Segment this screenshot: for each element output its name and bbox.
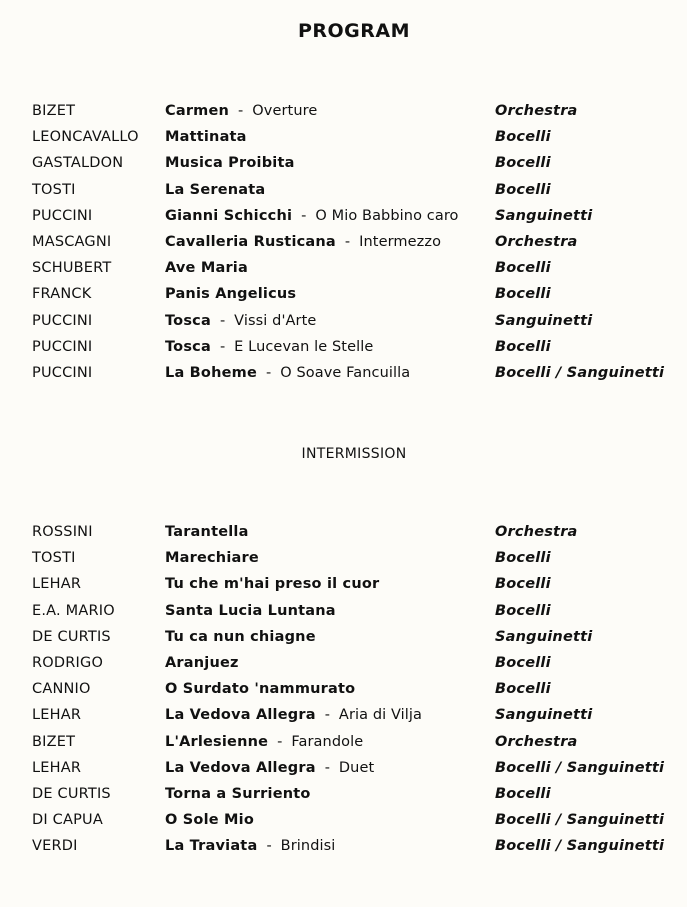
work [165, 155, 295, 171]
work [165, 655, 239, 671]
work-separator: - [324, 759, 330, 776]
composer-name: RODRIGO [32, 654, 104, 671]
program-row [0, 838, 687, 864]
work-subtitle: O Mio Babbino caro [315, 207, 459, 224]
work-subtitle: Overture [252, 103, 318, 119]
work-title: Tu ca nun chiagne [165, 628, 316, 645]
work-title: Tarantella [165, 524, 249, 540]
work-subtitle: Farandole [291, 733, 364, 750]
performer-name: Orchestra [495, 103, 578, 119]
work-title: Tu che m'hai preso il cuor [165, 576, 380, 593]
work-title: La Serenata [165, 181, 266, 198]
program-row [0, 550, 687, 576]
composer-name: TOSTI [32, 550, 76, 567]
performer-name: Bocelli [495, 129, 551, 146]
composer-name: DE CURTIS [32, 785, 111, 802]
work [165, 734, 363, 750]
work [165, 681, 355, 697]
work [165, 812, 254, 828]
work [165, 550, 259, 566]
work-separator: - [301, 207, 307, 224]
work [165, 524, 249, 540]
work [165, 286, 296, 302]
program-row [0, 576, 687, 602]
performer-name: Sanguinetti [495, 707, 593, 724]
performer-name: Sanguinetti [495, 312, 593, 329]
program-row [0, 812, 687, 838]
work-title: Panis Angelicus [165, 286, 297, 303]
work-subtitle: Brindisi [280, 838, 336, 855]
work-title: La Vedova Allegra [165, 759, 316, 776]
second-half-list [0, 524, 687, 864]
performer-name: Bocelli [495, 260, 551, 277]
composer-name: DE CURTIS [32, 628, 111, 645]
work-title: La Boheme [165, 364, 257, 381]
work-title: L'Arlesienne [165, 733, 269, 750]
program-row [0, 655, 687, 681]
composer-name: TOSTI [32, 181, 76, 198]
work [165, 365, 410, 381]
composer-name: LEHAR [32, 707, 82, 724]
program-row [0, 260, 687, 286]
work-title: Carmen [165, 103, 230, 119]
intermission-label: INTERMISSION [301, 446, 407, 462]
performer-name: Sanguinetti [495, 207, 593, 224]
composer-name: DI CAPUA [32, 812, 103, 829]
work-title: Aranjuez [165, 654, 239, 671]
work [165, 260, 248, 276]
work-separator: - [266, 364, 272, 381]
performer-name: Bocelli [495, 181, 551, 198]
work [165, 838, 335, 854]
work [165, 760, 374, 776]
work-title: La Traviata [165, 838, 258, 855]
performer-name: Bocelli / Sanguinetti [495, 364, 665, 381]
work [165, 339, 373, 355]
composer-name: CANNIO [32, 681, 91, 698]
composer-name: ROSSINI [32, 524, 93, 540]
composer-name: MASCAGNI [32, 233, 112, 250]
composer-name: PUCCINI [32, 207, 93, 224]
work [165, 629, 316, 645]
program-row [0, 681, 687, 707]
composer-name: BIZET [32, 733, 76, 750]
work [165, 182, 265, 198]
program-row [0, 313, 687, 339]
work-title: Santa Lucia Luntana [165, 602, 336, 619]
program-row [0, 103, 687, 129]
work [165, 707, 422, 723]
program-row [0, 182, 687, 208]
performer-name: Orchestra [495, 233, 578, 250]
composer-name: GASTALDON [32, 155, 124, 172]
performer-name: Bocelli [495, 286, 551, 303]
composer-name: FRANCK [32, 286, 92, 303]
work-subtitle: Aria di Vilja [338, 707, 423, 724]
program-row [0, 603, 687, 629]
performer-name: Sanguinetti [495, 628, 593, 645]
program-row [0, 155, 687, 181]
work [165, 103, 317, 119]
performer-name: Bocelli / Sanguinetti [495, 759, 665, 776]
work [165, 129, 247, 145]
program-row [0, 786, 687, 812]
program-row [0, 524, 687, 550]
work-title: Ave Maria [165, 260, 248, 277]
composer-name: BIZET [32, 103, 76, 119]
work-title: La Vedova Allegra [165, 707, 316, 724]
program-row [0, 734, 687, 760]
composer-name: VERDI [32, 838, 78, 855]
composer-name: PUCCINI [32, 364, 93, 381]
work-title: Tosca [165, 338, 211, 355]
work-subtitle: Intermezzo [359, 233, 442, 250]
program-row [0, 629, 687, 655]
program-row [0, 365, 687, 391]
program-row [0, 707, 687, 733]
page-title: PROGRAM [297, 20, 411, 42]
work-separator: - [238, 103, 244, 119]
composer-name: PUCCINI [32, 312, 93, 329]
performer-name: Bocelli [495, 550, 551, 567]
composer-name: LEONCAVALLO [32, 129, 139, 146]
performer-name: Bocelli [495, 338, 551, 355]
performer-name: Bocelli / Sanguinetti [495, 812, 665, 829]
work-subtitle: O Soave Fancuilla [280, 364, 411, 381]
work-title: Marechiare [165, 550, 259, 567]
work-title: Tosca [165, 312, 211, 329]
first-half-list [0, 103, 687, 391]
work [165, 234, 441, 250]
performer-name: Bocelli [495, 681, 551, 698]
composer-name: LEHAR [32, 576, 82, 593]
work [165, 786, 311, 802]
program-row [0, 339, 687, 365]
performer-name: Orchestra [495, 733, 578, 750]
work-separator: - [324, 707, 330, 724]
work-title: Musica Proibita [165, 155, 295, 172]
program-row [0, 208, 687, 234]
work [165, 603, 336, 619]
program-row [0, 234, 687, 260]
work-separator: - [266, 838, 272, 855]
performer-name: Bocelli [495, 576, 551, 593]
performer-name: Bocelli / Sanguinetti [495, 838, 665, 855]
work-separator: - [277, 733, 283, 750]
work-subtitle: Duet [338, 759, 375, 776]
work-title: O Surdato 'nammurato [165, 681, 356, 698]
performer-name: Bocelli [495, 155, 551, 172]
performer-name: Orchestra [495, 524, 578, 540]
work-separator: - [219, 338, 226, 355]
performer-name: Bocelli [495, 654, 551, 671]
program-row [0, 760, 687, 786]
work [165, 313, 316, 329]
work-subtitle: E Lucevan le Stelle [234, 338, 374, 355]
work-separator: - [344, 233, 351, 250]
performer-name: Bocelli [495, 602, 551, 619]
work-title: O Sole Mio [165, 812, 254, 829]
work-separator: - [219, 312, 226, 329]
work [165, 576, 379, 592]
composer-name: SCHUBERT [32, 260, 112, 277]
work-title: Gianni Schicchi [165, 207, 293, 224]
work-title: Cavalleria Rusticana [165, 233, 336, 250]
work-subtitle: Vissi d'Arte [234, 312, 317, 329]
work [165, 208, 459, 224]
composer-name: E.A. MARIO [32, 602, 115, 619]
work-title: Torna a Surriento [165, 785, 311, 802]
program-row [0, 129, 687, 155]
composer-name: PUCCINI [32, 338, 93, 355]
composer-name: LEHAR [32, 759, 82, 776]
performer-name: Bocelli [495, 785, 551, 802]
work-title: Mattinata [165, 129, 247, 146]
program-row [0, 286, 687, 312]
